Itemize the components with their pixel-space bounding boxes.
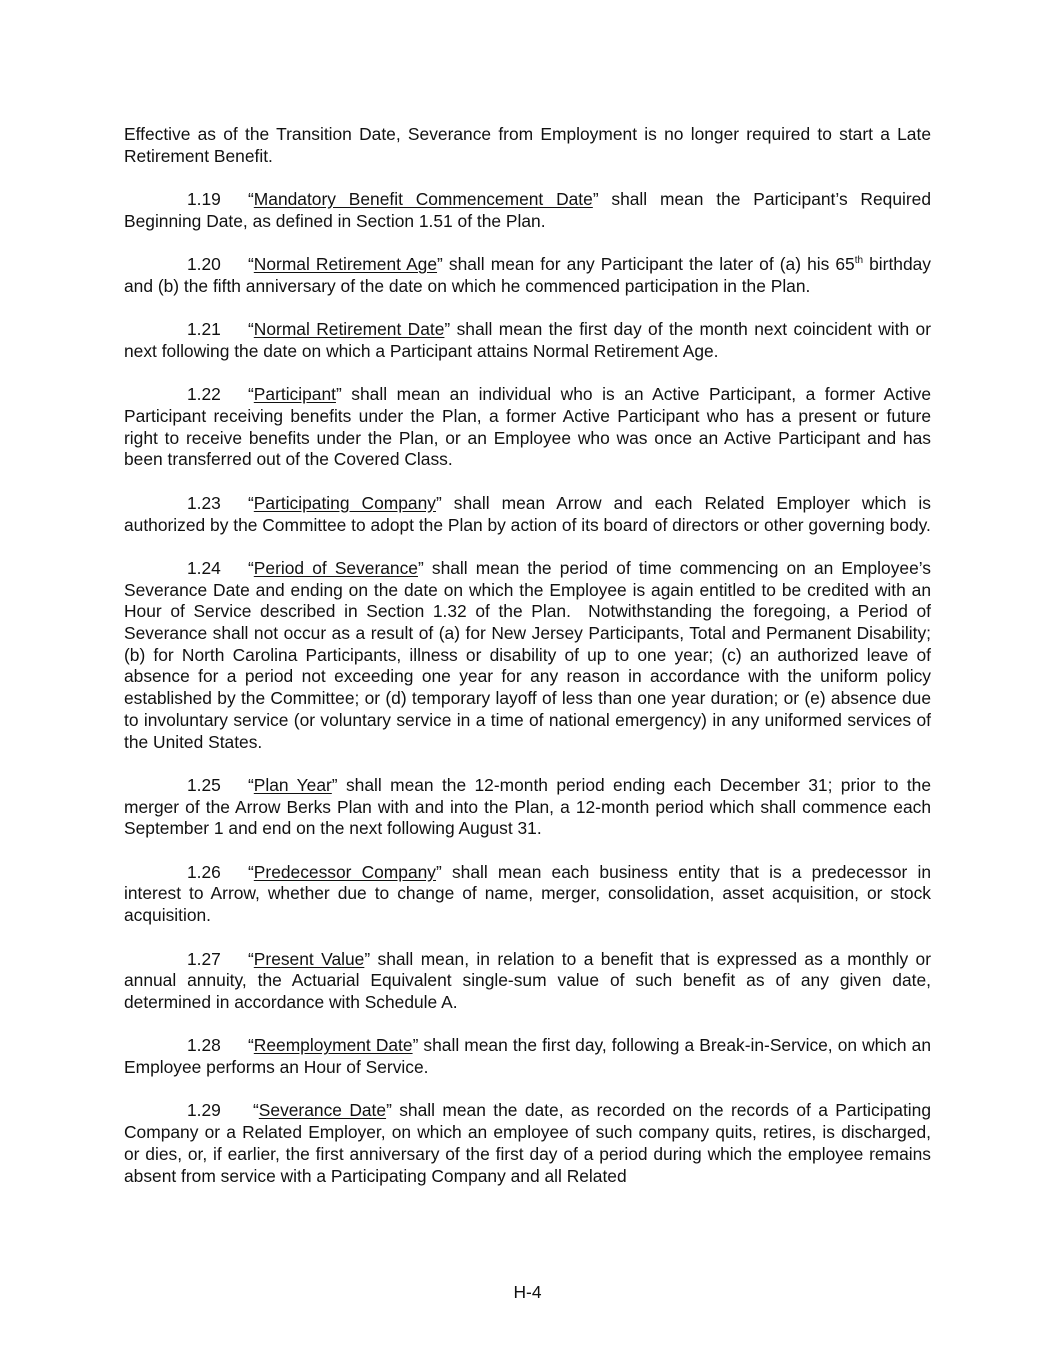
section-1-21: 1.21 “Normal Retirement Date” shall mean the first day of the month next coincident with or next following the date on which a Participant attains Normal Retirement Age.: [124, 319, 931, 361]
defined-term: Present Value: [253, 948, 365, 969]
ordinal-superscript: th: [854, 255, 864, 267]
defined-term: Period of Severance: [253, 557, 418, 578]
defined-term: Normal Retirement Age: [253, 254, 438, 275]
defined-term: Participating Company: [253, 492, 436, 513]
defined-term: Predecessor Company: [253, 861, 437, 882]
page-number: H-4: [513, 1282, 542, 1302]
intro-paragraph: Effective as of the Transition Date, Severance from Employment is no longer required to start a Late Retirement Benefit.: [124, 124, 931, 166]
section-1-24: 1.24 “Period of Severance” shall mean the period of time commencing on an Employee’s Severance Date and ending on the date on which the Employee is again entitled to be credited with an Hour of Service described in Section 1.32 of the Plan. Notwithstanding the foregoing, a Period of Severance shall not occur as a result of (a) for New Jersey Participants, Total and Permanent Disability; (b) for North Carolina Participants, illness or disability of up to one year; (c) an authorized leave of absence for a period not exceeding one year for any reason in accordance with the uniform policy established by the Committee; or (d) temporary layoff of less than one year duration; or (e) absence due to involuntary service (or voluntary service in a time of national emergency) in any uniformed services of the United States.: [124, 557, 936, 752]
section-1-27: 1.27 “Present Value” shall mean, in relation to a benefit that is expressed as a monthly or annual annuity, the Actuarial Equivalent single-sum value of such benefit as of any given date, determined in accordance with Schedule A.: [124, 948, 931, 1012]
defined-term: Participant: [253, 384, 336, 405]
defined-term: Mandatory Benefit Commencement Date: [253, 189, 593, 210]
section-1-19: 1.19 “Mandatory Benefit Commencement Date” shall mean the Participant’s Required Beginning Date, as defined in Section 1.51 of the Plan.: [124, 189, 932, 231]
section-1-26: 1.26 “Predecessor Company” shall mean each business entity that is a predecessor in interest to Arrow, whether due to change of name, merger, consolidation, asset acquisition, or stock acquisition.: [124, 861, 932, 926]
defined-term: Reemployment Date: [253, 1035, 413, 1056]
section-1-25: 1.25 “Plan Year” shall mean the 12-month period ending each December 31; prior to the merger of the Arrow Berks Plan with and into the Plan, a 12-month period which shall commence each September 1 and end on the next following August 31.: [124, 774, 931, 839]
section-1-23: 1.23 “Participating Company” shall mean Arrow and each Related Employer which is authorized by the Committee to adopt the Plan by action of its board of directors or other governing body.: [124, 492, 931, 535]
section-1-28: 1.28 “Reemployment Date” shall mean the first day, following a Break-in-Service, on which an Employee performs an Hour of Service.: [124, 1035, 931, 1078]
defined-term: Severance Date: [258, 1100, 387, 1121]
section-1-29: 1.29 “Severance Date” shall mean the date, as recorded on the records of a Participating Company or a Related Employer, on which an employee of such company quits, retires, is discharged, or dies, or, if earlier, the first anniversary of the first day of a period during which the employee remains absent from service with a Participating Company and all Related: [124, 1100, 931, 1186]
section-1-20: 1.20 “Normal Retirement Age” shall mean for any Participant the later of (a) his 65th birthday and (b) the fifth anniversary of the date on which he commenced participation in the Plan.: [124, 254, 932, 296]
section-1-22: 1.22 “Participant” shall mean an individual who is an Active Participant, a former Active Participant receiving benefits under the Plan, a former Active Participant who has a present or future right to receive benefits under the Plan, or an Employee who was once an Active Participant and has been transferred out of the Covered Class.: [124, 384, 931, 470]
document-page: [124, 124, 936, 1209]
defined-term: Normal Retirement Date: [253, 319, 445, 340]
defined-term: Plan Year: [253, 774, 332, 795]
